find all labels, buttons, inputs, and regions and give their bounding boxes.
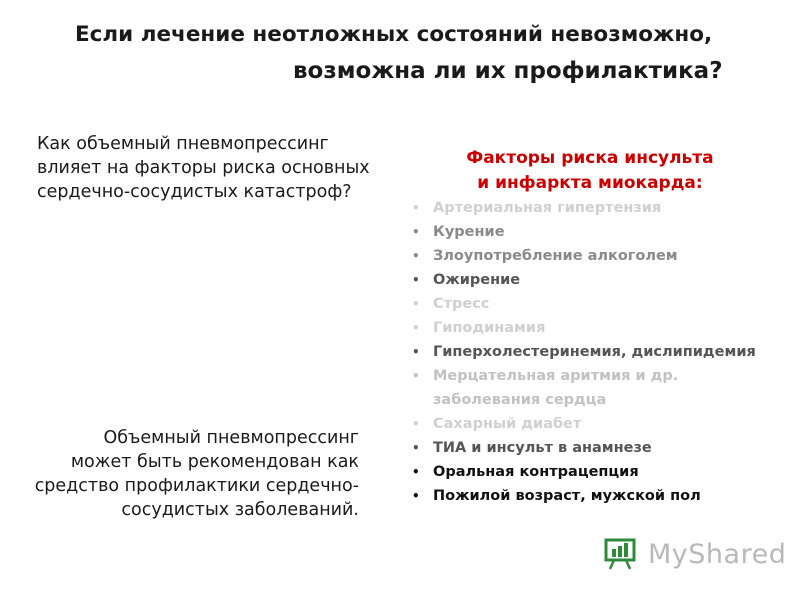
slide-title-line-2: возможна ли их профилактика? xyxy=(293,58,723,84)
risk-factor-label: Ожирение xyxy=(433,272,521,288)
risk-factor-label: заболевания сердца xyxy=(433,392,607,408)
risk-factor-label: Злоупотребление алкоголем xyxy=(433,248,678,264)
question-line: Как объемный пневмопрессинг xyxy=(37,134,329,154)
risk-factor-item xyxy=(412,484,756,508)
conclusion-line: может быть рекомендован как xyxy=(70,452,359,472)
risk-heading-line: Факторы риска инсульта xyxy=(466,148,714,168)
risk-factor-label: Артериальная гипертензия xyxy=(433,200,662,216)
risk-factor-item xyxy=(412,268,756,292)
conclusion-line: Объемный пневмопрессинг xyxy=(103,428,359,448)
risk-factor-item xyxy=(412,196,756,220)
risk-factors-heading xyxy=(440,146,740,196)
watermark xyxy=(604,537,786,571)
bullet-icon: • xyxy=(412,345,420,359)
risk-factor-label: Сахарный диабет xyxy=(433,416,582,432)
risk-factors-list xyxy=(412,196,756,508)
risk-factor-label: Стресс xyxy=(433,296,490,312)
risk-factor-label: ТИА и инсульт в анамнезе xyxy=(433,440,652,456)
slide-title-line-1: Если лечение неотложных состояний невозможно, xyxy=(75,22,713,47)
presentation-board-icon xyxy=(604,537,642,571)
risk-factor-item xyxy=(412,364,756,388)
risk-factor-item xyxy=(412,220,756,244)
watermark-text: MyShared xyxy=(648,538,787,570)
conclusion-line: сосудистых заболеваний. xyxy=(121,500,359,520)
conclusion-text xyxy=(20,426,359,522)
risk-factor-item xyxy=(412,244,756,268)
bullet-icon: • xyxy=(412,273,420,287)
bullet-icon: • xyxy=(412,249,420,263)
risk-factor-label: Гиподинамия xyxy=(433,320,546,336)
risk-factor-item xyxy=(412,292,756,316)
bullet-icon: • xyxy=(412,417,420,431)
risk-heading-line: и инфаркта миокарда: xyxy=(477,173,703,193)
bullet-icon: • xyxy=(412,465,420,479)
risk-factor-label: Гиперхолестеринемия, дислипидемия xyxy=(433,344,756,360)
risk-factor-item xyxy=(412,340,756,364)
risk-factor-item xyxy=(412,316,756,340)
risk-factor-label: Мерцательная аритмия и др. xyxy=(433,368,679,384)
question-line: сердечно-сосудистых катастроф? xyxy=(37,182,352,202)
question-line: влияет на факторы риска основных xyxy=(37,158,370,178)
risk-factor-item xyxy=(412,412,756,436)
risk-factor-label: Оральная контрацепция xyxy=(433,464,639,480)
bullet-icon: • xyxy=(412,369,420,383)
question-text xyxy=(37,132,382,204)
risk-factor-item xyxy=(412,460,756,484)
risk-factor-label: Курение xyxy=(433,224,505,240)
bullet-icon: • xyxy=(412,441,420,455)
risk-factor-item xyxy=(412,436,756,460)
bullet-icon: • xyxy=(412,321,420,335)
risk-factor-label: Пожилой возраст, мужской пол xyxy=(433,488,701,504)
bullet-icon: • xyxy=(412,297,420,311)
risk-factor-item xyxy=(412,388,756,412)
conclusion-line: средство профилактики сердечно- xyxy=(34,476,359,496)
bullet-icon: • xyxy=(412,201,420,215)
bullet-icon: • xyxy=(412,225,420,239)
bullet-icon: • xyxy=(412,489,420,503)
